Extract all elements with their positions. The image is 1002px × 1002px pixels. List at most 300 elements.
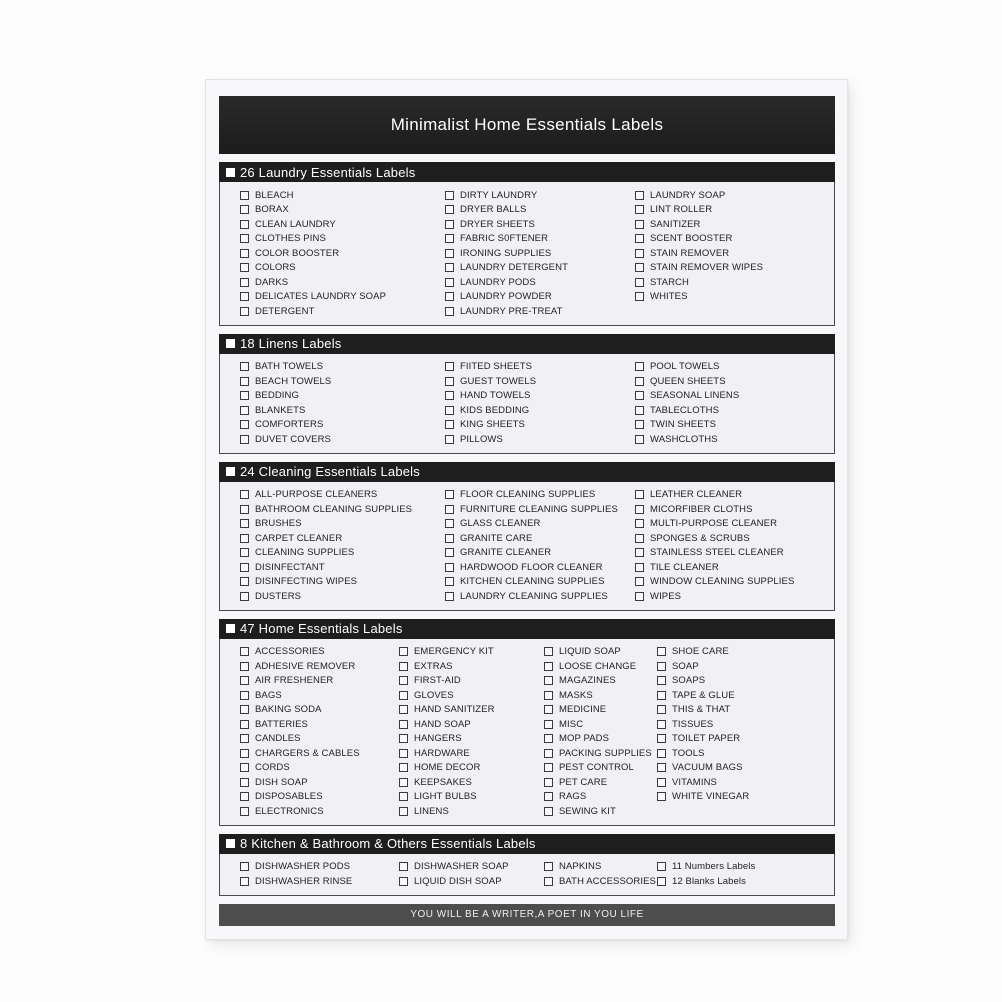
checklist-item [240, 502, 445, 517]
sections [219, 162, 835, 896]
checkbox-icon [240, 435, 249, 444]
checklist-item-label: GLASS CLEANER [460, 518, 541, 530]
checklist-item [635, 275, 834, 290]
checkbox-icon [445, 519, 454, 528]
checkbox-icon [399, 807, 408, 816]
checklist-item-label: TOOLS [672, 747, 705, 759]
section-body [219, 182, 835, 326]
checklist-item-label: SANITIZER [650, 218, 701, 230]
checkbox-icon [657, 734, 666, 743]
checkbox-icon [399, 734, 408, 743]
checklist-item [635, 246, 834, 261]
checklist-item [240, 688, 399, 703]
checklist-item [635, 403, 834, 418]
checkbox-icon [399, 676, 408, 685]
checklist-item [240, 360, 445, 375]
checkbox-icon [657, 763, 666, 772]
checklist-column [240, 645, 399, 819]
checkbox-icon [635, 490, 644, 499]
checklist-item-label: BATHROOM CLEANING SUPPLIES [255, 503, 413, 515]
checkbox-icon [657, 705, 666, 714]
checklist-column [635, 488, 834, 604]
checklist-item [399, 674, 544, 689]
checklist-item [445, 531, 635, 546]
checklist-item-label: GLOVES [414, 689, 454, 701]
checklist-item [544, 732, 657, 747]
checklist-item [445, 546, 635, 561]
section-header-bar [219, 834, 835, 854]
checkbox-icon [445, 234, 454, 243]
checklist-item [240, 188, 445, 203]
checklist-item [544, 790, 657, 805]
checklist-item-label: PACKING SUPPLIES [559, 747, 652, 759]
checklist-item-label: WHITE VINEGAR [672, 791, 750, 803]
checklist-item [445, 517, 635, 532]
checkbox-icon [240, 734, 249, 743]
checklist-item [399, 688, 544, 703]
checklist-item-label: TAPE & GLUE [672, 689, 735, 701]
checkbox-icon [399, 691, 408, 700]
section-header-bar [219, 619, 835, 639]
checklist-item [544, 860, 657, 875]
checklist-item [399, 717, 544, 732]
checkbox-icon [657, 676, 666, 685]
checklist-item-label: HARDWARE [414, 747, 470, 759]
checklist-section [219, 162, 835, 326]
checklist-item-label: BATH TOWELS [255, 361, 324, 373]
checkbox-icon [635, 420, 644, 429]
checklist-column [635, 360, 834, 447]
checklist-item [544, 804, 657, 819]
checklist-item-label: BEDDING [255, 390, 299, 402]
checklist-item-label: THIS & THAT [672, 704, 731, 716]
checklist-item-label: BORAX [255, 204, 289, 216]
checklist-item-label: PET CARE [559, 776, 608, 788]
checklist-item-label: ALL-PURPOSE CLEANERS [255, 489, 378, 501]
checklist-item-label: MEDICINE [559, 704, 607, 716]
checkbox-icon [445, 307, 454, 316]
checklist-column [544, 645, 657, 819]
checklist-item-label: LAUNDRY DETERGENT [460, 262, 568, 274]
checklist-item-label: SEASONAL LINENS [650, 390, 740, 402]
checkbox-icon [240, 548, 249, 557]
checklist-item-label: BATTERIES [255, 718, 308, 730]
checklist-item [240, 517, 445, 532]
checklist-item-label: DISHWASHER RINSE [255, 875, 353, 887]
checkbox-icon [635, 519, 644, 528]
checklist-item-label: DUVET COVERS [255, 433, 331, 445]
checkbox-icon [445, 362, 454, 371]
checkbox-icon [657, 778, 666, 787]
checkbox-icon [240, 877, 249, 886]
checklist-item-label: DISINFECTANT [255, 561, 325, 573]
checklist-item [445, 261, 635, 276]
checklist-section [219, 334, 835, 454]
checklist-item-label: CLEAN LAUNDRY [255, 218, 336, 230]
checkbox-icon [240, 263, 249, 272]
checklist-item [445, 304, 635, 319]
checklist-item-label: FIRST-AID [414, 675, 461, 687]
checklist-item-label: FURNITURE CLEANING SUPPLIES [460, 503, 618, 515]
checklist-item [445, 389, 635, 404]
checklist-item-label: MISC [559, 718, 584, 730]
square-bullet-icon [226, 339, 235, 348]
checklist-item-label: CARPET CLEANER [255, 532, 343, 544]
checklist-item [657, 674, 834, 689]
checklist-item-label: MICORFIBER CLOTHS [650, 503, 753, 515]
checklist-item-label: BEACH TOWELS [255, 375, 332, 387]
checkbox-icon [240, 505, 249, 514]
checklist-item-label: MAGAZINES [559, 675, 616, 687]
checklist-column [240, 188, 445, 319]
checklist-item [657, 860, 834, 875]
checklist-item-label: STARCH [650, 276, 689, 288]
checklist-item [240, 746, 399, 761]
checkbox-icon [635, 548, 644, 557]
checklist-item [635, 232, 834, 247]
checklist-item-label: HAND SANITIZER [414, 704, 495, 716]
checklist-item-label: LAUNDRY PRE-TREAT [460, 305, 563, 317]
checklist-item [445, 432, 635, 447]
checklist-column [240, 488, 445, 604]
checklist-item [240, 717, 399, 732]
checklist-item [635, 575, 834, 590]
checklist-item [544, 746, 657, 761]
checklist-item [635, 432, 834, 447]
checkbox-icon [445, 435, 454, 444]
checklist-item-label: VACUUM BAGS [672, 762, 743, 774]
checkbox-icon [240, 676, 249, 685]
checklist-item [544, 688, 657, 703]
checklist-item [240, 575, 445, 590]
checkbox-icon [240, 577, 249, 586]
checkbox-icon [544, 749, 553, 758]
checklist-item [240, 732, 399, 747]
section-body [219, 854, 835, 896]
checklist-item-label: PILLOWS [460, 433, 503, 445]
checklist-item [445, 232, 635, 247]
checklist-item-label: LIQUID DISH SOAP [414, 875, 502, 887]
checklist-item [399, 790, 544, 805]
checkbox-icon [240, 691, 249, 700]
checklist-item [635, 560, 834, 575]
checkbox-icon [240, 592, 249, 601]
checkbox-icon [240, 647, 249, 656]
checklist-column [240, 860, 399, 889]
section-heading: 47 Home Essentials Labels [240, 621, 403, 636]
checklist-item [635, 488, 834, 503]
checklist-item-label: COLOR BOOSTER [255, 247, 340, 259]
square-bullet-icon [226, 168, 235, 177]
checklist-item [544, 775, 657, 790]
checkbox-icon [544, 691, 553, 700]
checklist-item [240, 488, 445, 503]
checkbox-icon [657, 792, 666, 801]
checklist-item [240, 659, 399, 674]
checklist-item-label: CLEANING SUPPLIES [255, 547, 355, 559]
checkbox-icon [445, 278, 454, 287]
checkbox-icon [240, 234, 249, 243]
checklist-section [219, 834, 835, 896]
checklist-item [399, 703, 544, 718]
checklist-item-label: DIRTY LAUNDRY [460, 189, 538, 201]
checklist-item [240, 389, 445, 404]
checkbox-icon [445, 490, 454, 499]
checklist-item-label: STAIN REMOVER [650, 247, 730, 259]
checklist-column [399, 860, 544, 889]
checklist-item-label: DISH SOAP [255, 776, 308, 788]
checkbox-icon [399, 862, 408, 871]
checklist-item [445, 502, 635, 517]
checkbox-icon [399, 749, 408, 758]
checklist-item [240, 804, 399, 819]
checklist-item-label: PEST CONTROL [559, 762, 634, 774]
checklist-item-label: BLANKETS [255, 404, 306, 416]
checklist-item-label: WASHCLOTHS [650, 433, 718, 445]
checklist-item-label: FIITED SHEETS [460, 361, 533, 373]
checkbox-icon [240, 420, 249, 429]
checklist-item-label: LEATHER CLEANER [650, 489, 743, 501]
checklist-item [635, 517, 834, 532]
checkbox-icon [657, 720, 666, 729]
checklist-item-label: HANGERS [414, 733, 462, 745]
checkbox-icon [445, 377, 454, 386]
checklist-item [657, 874, 834, 889]
checklist-item-label: LIGHT BULBS [414, 791, 477, 803]
checkbox-icon [635, 234, 644, 243]
sheet-title: Minimalist Home Essentials Labels [390, 115, 664, 134]
checklist-item [657, 790, 834, 805]
checkbox-icon [544, 647, 553, 656]
checkbox-icon [544, 676, 553, 685]
checkbox-icon [544, 778, 553, 787]
checklist-item [445, 575, 635, 590]
checklist-item [445, 403, 635, 418]
checklist-item [445, 246, 635, 261]
checkbox-icon [240, 307, 249, 316]
checklist-item [399, 746, 544, 761]
checklist-item-label: TOILET PAPER [672, 733, 741, 745]
checkbox-icon [240, 220, 249, 229]
checkbox-icon [544, 720, 553, 729]
checkbox-icon [657, 877, 666, 886]
checklist-item-label: 12 Blanks Labels [672, 875, 746, 887]
checkbox-icon [240, 778, 249, 787]
checklist-item [240, 275, 445, 290]
section-heading: 8 Kitchen & Bathroom & Others Essentials Labels [240, 836, 536, 851]
checklist-item-label: MOP PADS [559, 733, 610, 745]
checklist-column [657, 860, 834, 889]
checklist-item [635, 389, 834, 404]
checklist-item [240, 418, 445, 433]
checklist-item-label: TWIN SHEETS [650, 419, 717, 431]
checklist-item-label: DUSTERS [255, 590, 302, 602]
checkbox-icon [657, 691, 666, 700]
checkbox-icon [445, 592, 454, 601]
checklist-item-label: TILE CLEANER [650, 561, 719, 573]
checklist-item-label: SOAPS [672, 675, 706, 687]
checkbox-icon [544, 792, 553, 801]
checkbox-icon [445, 205, 454, 214]
checkbox-icon [635, 534, 644, 543]
checklist-item-label: HOME DECOR [414, 762, 481, 774]
checklist-item [544, 874, 657, 889]
checklist-item [657, 761, 834, 776]
checklist-item-label: COMFORTERS [255, 419, 324, 431]
checklist-item-label: ADHESIVE REMOVER [255, 660, 356, 672]
checkbox-icon [445, 191, 454, 200]
checklist-item-label: TISSUES [672, 718, 714, 730]
checklist-item [240, 874, 399, 889]
checklist-item-label: LAUNDRY SOAP [650, 189, 726, 201]
checklist-item [635, 261, 834, 276]
checklist-item [445, 560, 635, 575]
checklist-item [445, 203, 635, 218]
checklist-item [635, 374, 834, 389]
checkbox-icon [635, 205, 644, 214]
checklist-item [657, 645, 834, 660]
checklist-item [240, 674, 399, 689]
checklist-item-label: RAGS [559, 791, 587, 803]
checklist-item [240, 403, 445, 418]
section-header-bar [219, 334, 835, 354]
checkbox-icon [635, 249, 644, 258]
checklist-item [657, 732, 834, 747]
checklist-item [445, 188, 635, 203]
checklist-item-label: IRONING SUPPLIES [460, 247, 552, 259]
checkbox-icon [445, 534, 454, 543]
checklist-item [240, 761, 399, 776]
checkbox-icon [240, 662, 249, 671]
checklist-item [399, 645, 544, 660]
checklist-item [445, 374, 635, 389]
checklist-item [445, 360, 635, 375]
checkbox-icon [240, 563, 249, 572]
checklist-item-label: LINT ROLLER [650, 204, 713, 216]
checklist-item [240, 860, 399, 875]
checklist-item-label: SCENT BOOSTER [650, 233, 733, 245]
checklist-item [240, 203, 445, 218]
checklist-item [657, 703, 834, 718]
checklist-column [445, 488, 635, 604]
checklist-item [240, 246, 445, 261]
checklist-item-label: HAND SOAP [414, 718, 471, 730]
checklist-item-label: ELECTRONICS [255, 805, 324, 817]
checklist-item [544, 674, 657, 689]
checklist-column [635, 188, 834, 319]
checkbox-icon [240, 807, 249, 816]
checkbox-icon [544, 734, 553, 743]
checklist-item [240, 304, 445, 319]
checkbox-icon [445, 249, 454, 258]
checklist-item [240, 432, 445, 447]
checklist-item [240, 290, 445, 305]
checklist-item-label: MULTI-PURPOSE CLEANER [650, 518, 778, 530]
checklist-item-label: DETERGENT [255, 305, 315, 317]
checkbox-icon [635, 505, 644, 514]
checklist-item-label: ACCESSORIES [255, 646, 325, 658]
checklist-item-label: KEEPSAKES [414, 776, 472, 788]
checkbox-icon [445, 263, 454, 272]
checkbox-icon [240, 191, 249, 200]
checklist-item [240, 775, 399, 790]
checkbox-icon [240, 406, 249, 415]
section-header-bar [219, 162, 835, 182]
checklist-item-label: TABLECLOTHS [650, 404, 720, 416]
checkbox-icon [240, 391, 249, 400]
checklist-item [240, 217, 445, 232]
checklist-item-label: FLOOR CLEANING SUPPLIES [460, 489, 596, 501]
checkbox-icon [635, 592, 644, 601]
checklist-item-label: CORDS [255, 762, 290, 774]
checkbox-icon [240, 705, 249, 714]
checklist-item [544, 659, 657, 674]
checkbox-icon [635, 278, 644, 287]
checkbox-icon [635, 292, 644, 301]
checklist-item [240, 589, 445, 604]
checkbox-icon [544, 662, 553, 671]
checkbox-icon [445, 391, 454, 400]
checklist-item [399, 659, 544, 674]
checklist-item-label: WIPES [650, 590, 682, 602]
section-body [219, 482, 835, 611]
section-body [219, 354, 835, 454]
checklist-section [219, 462, 835, 611]
checkbox-icon [240, 490, 249, 499]
checklist-item [657, 746, 834, 761]
checklist-item-label: BAGS [255, 689, 282, 701]
checkbox-icon [445, 406, 454, 415]
checklist-item [240, 560, 445, 575]
checkbox-icon [635, 435, 644, 444]
checklist-item [635, 290, 834, 305]
checkbox-icon [445, 577, 454, 586]
checkbox-icon [657, 662, 666, 671]
checkbox-icon [635, 191, 644, 200]
section-heading: 18 Linens Labels [240, 336, 342, 351]
checkbox-icon [544, 705, 553, 714]
checklist-item-label: LINENS [414, 805, 449, 817]
checklist-item-label: STAIN REMOVER WIPES [650, 262, 764, 274]
checkbox-icon [635, 406, 644, 415]
checklist-item-label: 11 Numbers Labels [672, 861, 756, 873]
checklist-item [635, 531, 834, 546]
checklist-item [635, 217, 834, 232]
checkbox-icon [399, 647, 408, 656]
checklist-item [399, 860, 544, 875]
checklist-column [240, 360, 445, 447]
checklist-item-label: MASKS [559, 689, 593, 701]
checklist-item [399, 761, 544, 776]
checklist-item-label: LIQUID SOAP [559, 646, 621, 658]
checkbox-icon [240, 534, 249, 543]
checklist-item-label: SPONGES & SCRUBS [650, 532, 750, 544]
label-sheet [205, 79, 848, 940]
checklist-item-label: DARKS [255, 276, 289, 288]
checklist-item [240, 790, 399, 805]
checkbox-icon [240, 862, 249, 871]
checklist-item-label: GUEST TOWELS [460, 375, 537, 387]
checklist-item-label: EMERGENCY KIT [414, 646, 494, 658]
checklist-item-label: WINDOW CLEANING SUPPLIES [650, 576, 795, 588]
checkbox-icon [399, 763, 408, 772]
checklist-item-label: COLORS [255, 262, 296, 274]
checklist-item-label: DRYER SHEETS [460, 218, 535, 230]
footer-bar [219, 904, 835, 926]
checkbox-icon [445, 292, 454, 301]
checklist-item-label: LAUNDRY POWDER [460, 291, 552, 303]
checklist-item-label: HARDWOOD FLOOR CLEANER [460, 561, 603, 573]
